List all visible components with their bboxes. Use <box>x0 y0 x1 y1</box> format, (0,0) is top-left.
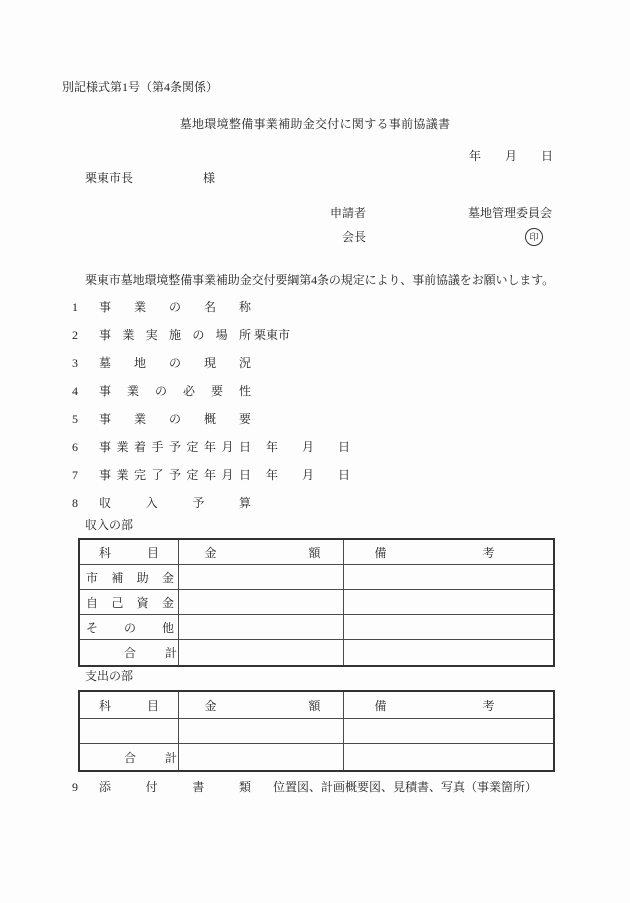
cell-notes <box>343 615 554 640</box>
cell-amount <box>178 719 343 744</box>
item-number: 9 <box>72 780 78 794</box>
table-row <box>79 565 554 590</box>
header-notes <box>343 539 554 565</box>
body-text: 栗東市墓地環境整備事業補助金交付要綱第4条の規定により、事前協議をお願いします。 <box>85 273 555 287</box>
document-title: 墓地環境整備事業補助金交付に関する事前協議書 <box>179 117 451 131</box>
item-row-3 <box>72 356 254 370</box>
applicant-organization: 墓地管理委員会 <box>468 206 553 220</box>
header-notes-label: 備考 <box>374 545 495 560</box>
header-amount-label: 金額 <box>204 698 321 713</box>
total-label: 合計 <box>124 646 177 660</box>
item-row-9 <box>72 780 537 794</box>
item-row-8 <box>72 496 254 510</box>
header-amount <box>178 691 343 719</box>
item-value: 年 月 日 <box>266 468 351 482</box>
cell-amount <box>178 590 343 615</box>
cell-amount <box>178 565 343 590</box>
header-subject-label: 科目 <box>99 545 159 560</box>
item-label: 添付書類 <box>99 780 251 794</box>
item-number: 1 <box>72 300 78 314</box>
date-line: 年 月 日 <box>469 149 554 163</box>
header-notes <box>343 691 554 719</box>
cell-notes <box>343 640 554 667</box>
item-row-4 <box>72 384 254 398</box>
form-number: 別記様式第1号（第4条関係） <box>62 80 219 94</box>
table-row <box>79 615 554 640</box>
cell-notes <box>343 719 554 744</box>
cell-amount <box>178 615 343 640</box>
seal-stamp-icon: 印 <box>525 228 543 246</box>
item-value: 位置図、計画概要図、見積書、写真（事業箇所） <box>273 780 538 794</box>
cell-subject <box>79 640 178 667</box>
cell-subject <box>79 744 178 772</box>
cell-subject <box>79 615 178 640</box>
table-total-row <box>79 640 554 667</box>
item-number: 8 <box>72 496 78 510</box>
item-value: 栗東市 <box>254 328 291 342</box>
addressee-name: 栗東市長 <box>85 171 134 185</box>
cell-notes <box>343 744 554 772</box>
row-subject-label: その他 <box>86 620 174 635</box>
applicant-role: 会長 <box>342 230 367 244</box>
cell-subject <box>79 719 178 744</box>
item-row-2 <box>72 328 290 342</box>
income-table-header-row <box>79 539 554 565</box>
header-amount-label: 金額 <box>204 545 321 560</box>
item-row-5 <box>72 412 254 426</box>
item-row-1 <box>72 300 254 314</box>
table-total-row <box>79 744 554 772</box>
item-label: 事業の必要性 <box>99 384 251 398</box>
applicant-role-line <box>342 228 543 246</box>
table-row <box>79 590 554 615</box>
cell-notes <box>343 565 554 590</box>
item-number: 2 <box>72 328 78 342</box>
item-label: 事業の名称 <box>99 300 251 314</box>
item-label: 収入予算 <box>99 496 251 510</box>
expense-table <box>78 690 555 772</box>
item-label: 事業の概要 <box>99 412 251 426</box>
header-notes-label: 備考 <box>374 698 495 713</box>
item-row-7 <box>72 468 350 482</box>
header-amount <box>178 539 343 565</box>
applicant-line <box>330 206 552 220</box>
item-label: 墓地の現況 <box>99 356 251 370</box>
applicant-label: 申請者 <box>330 206 367 220</box>
header-subject <box>79 539 178 565</box>
income-section-label: 収入の部 <box>85 518 134 532</box>
cell-notes <box>343 590 554 615</box>
item-number: 7 <box>72 468 78 482</box>
header-subject <box>79 691 178 719</box>
expense-section-label: 支出の部 <box>85 669 134 683</box>
cell-subject <box>79 565 178 590</box>
item-label: 事業実施の場所 <box>99 328 251 342</box>
item-number: 3 <box>72 356 78 370</box>
item-label: 事業完了予定年月日 <box>99 468 251 482</box>
table-row <box>79 719 554 744</box>
cell-amount <box>178 640 343 667</box>
item-number: 5 <box>72 412 78 426</box>
row-subject-label: 市補助金 <box>86 570 174 585</box>
income-table <box>78 538 555 667</box>
item-label: 事業着手予定年月日 <box>99 440 251 454</box>
header-subject-label: 科目 <box>99 698 159 713</box>
item-value: 年 月 日 <box>266 440 351 454</box>
cell-amount <box>178 744 343 772</box>
expense-table-header-row <box>79 691 554 719</box>
item-number: 4 <box>72 384 78 398</box>
item-number: 6 <box>72 440 78 454</box>
cell-subject <box>79 590 178 615</box>
addressee-honorific: 様 <box>203 171 216 185</box>
total-label: 合計 <box>124 750 177 765</box>
item-row-6 <box>72 440 350 454</box>
row-subject-label: 自己資金 <box>86 595 174 610</box>
addressee-line <box>85 171 215 185</box>
